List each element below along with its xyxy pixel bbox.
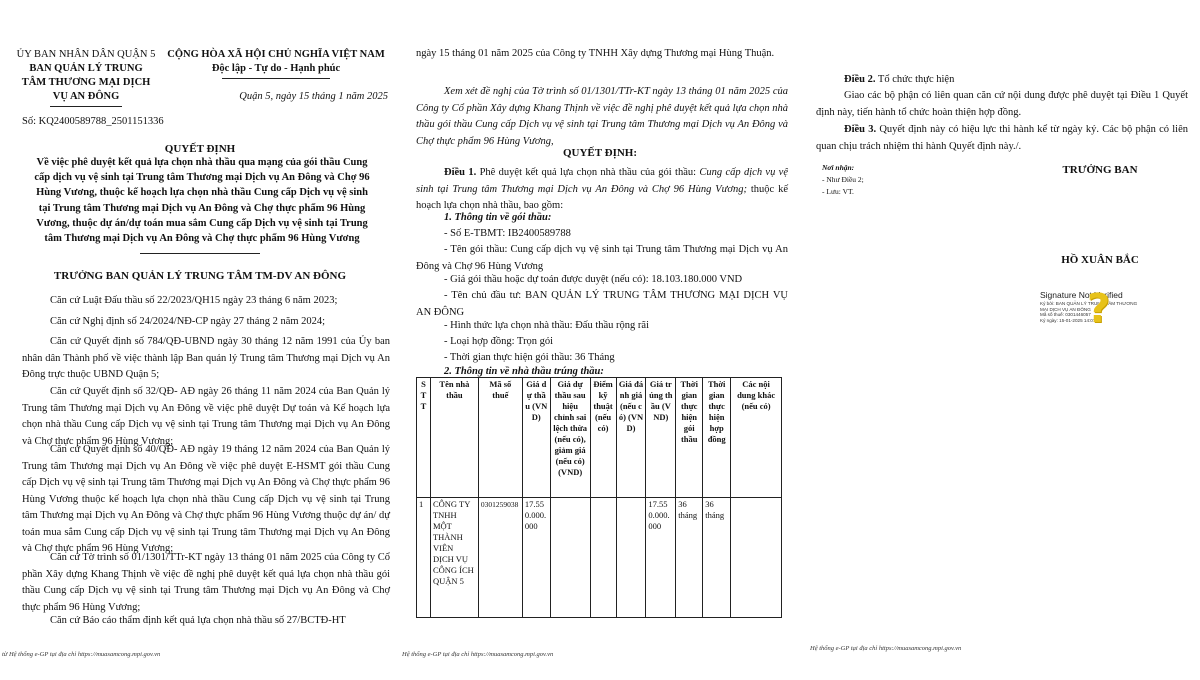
col-header: Giá dự thầu (VND): [522, 378, 550, 498]
col-header: Giá đánh giá (nếu có) (VND): [616, 378, 646, 498]
article-2-label: Điều 2.: [844, 74, 876, 85]
footer-note: từ Hệ thống e-GP tại địa chỉ https://muasamcong.mpi.gov.vn: [2, 651, 161, 658]
table-header-row: [417, 378, 782, 498]
recipient-item: - Như Điều 2;: [822, 175, 864, 184]
package-info-item: - Tên gói thầu: Cung cấp dịch vụ vệ sinh tại Trung tâm Thương mại Dịch vụ An Đông và Chợ 96 Hùng Vương: [416, 244, 788, 272]
issuer-line4: VỤ AN ĐÔNG: [52, 91, 120, 102]
article-3-label: Điều 3.: [844, 124, 877, 135]
page-2: [400, 0, 800, 680]
col-header: Giá dự thầu sau hiệu chỉnh sai lệch thừa (nếu có), giảm giá (nếu có) (VND): [550, 378, 590, 498]
package-info-item: - Số E-TBMT: IB2400589788: [444, 228, 571, 239]
package-info-item: - Tên chủ đầu tư: BAN QUẢN LÝ TRUNG TÂM THƯƠNG MẠI DỊCH VỤ AN ĐÔNG: [416, 290, 788, 318]
section-winner-info: 2. Thông tin về nhà thầu trúng thầu:: [444, 366, 604, 377]
cell-other: [731, 498, 782, 618]
signature-detail: Ký bởi: BAN QUẢN LÝ TRUNG TÂM THƯƠNG: [1040, 301, 1138, 306]
legal-basis: Căn cứ Quyết định số 40/QĐ- AĐ ngày 19 tháng 12 năm 2024 của Ban Quản lý Trung tâm Thương mại Dịch vụ An Đông về việc phê duyệt E-HSMT gói thầu Cung cấp Dịch vụ vệ sinh tại Trung tâm Thương mại Dịch vụ An Đông và Chợ thực phẩm 96 Hùng Vương thuộc kế hoạch lựa chọn nhà thầu Cung cấp Dịch vụ vệ sinh tại Trung tâm Thương mại Dịch vụ An Đông và Chợ thực phẩm 96 Hùng Vương thuộc dự án/ dự toán mua sắm Cung cấp Dịch vụ vệ sinh tại Trung tâm Thương mại Dịch vụ An Đông và Chợ thực phẩm 96 Hùng Vương;: [22, 444, 390, 554]
article-1: [416, 165, 788, 215]
legal-basis: Căn cứ Tờ trình số 01/1301/TTr-KT ngày 13 tháng 01 năm 2025 của Công ty Cổ phần Xây dựng Khang Thịnh về việc đề nghị phê duyệt kết quả lựa chọn nhà thầu gói thầu Cung cấp Dịch vụ vệ sinh tại Trung tâm Thương mại Dịch vụ An Đông và Chợ thực phẩm 96 Hùng Vương;: [22, 552, 390, 613]
signer-title: TRƯỞNG BAN: [1062, 164, 1138, 176]
article-1-label: Điều 1.: [444, 167, 477, 178]
signature-detail: MẠI DỊCH VỤ AN ĐÔNG: [1040, 306, 1091, 312]
national-motto: Độc lập - Tự do - Hạnh phúc: [211, 63, 341, 74]
subject-line: tại Trung tâm Thương mại Dịch vụ An Đông và Chợ thực phẩm 96 Hùng: [38, 202, 366, 214]
col-header: Mã số thuế: [478, 378, 522, 498]
issuer-rule: [50, 106, 122, 107]
subject-line: Về việc phê duyệt kết quả lựa chọn nhà thầu qua mạng của gói thầu Cung: [36, 157, 368, 168]
recipient-item: - Lưu: VT.: [822, 187, 854, 196]
signer-name: HỒ XUÂN BẮC: [1061, 254, 1139, 266]
article-3-text: Quyết định này có hiệu lực thi hành kể từ ngày ký. Các bộ phận có liên quan chịu trách nhiệm thi hành Quyết định này./.: [816, 124, 1188, 152]
cell-contractor: CÔNG TY TNHH MỘT THÀNH VIÊN DỊCH VỤ CÔNG ÍCH QUẬN 5: [430, 498, 478, 618]
col-header: Thời gian thực hiện gói thầu: [676, 378, 703, 498]
page-3: [800, 0, 1200, 680]
col-header: Tên nhà thầu: [430, 378, 478, 498]
page-1: [0, 0, 400, 680]
recipients-block: [822, 162, 962, 198]
footer-note: Hệ thống e-GP tại địa chỉ https://muasamcong.mpi.gov.vn: [810, 645, 962, 652]
subject-line: Hùng Vương, thuộc kế hoạch lựa chọn nhà thầu Cung cấp Dịch vụ vệ sinh: [36, 187, 368, 199]
package-info-item: - Giá gói thầu hoặc dự toán được duyệt (nếu có): 18.103.180.000 VND: [444, 274, 743, 285]
article-1-text: Phê duyệt kết quả lựa chọn nhà thầu của gói thầu:: [476, 167, 700, 178]
legal-basis: Căn cứ Luật Đấu thầu số 22/2023/QH15 ngày 23 tháng 6 năm 2023;: [50, 295, 338, 306]
cell-adjusted-price: [550, 498, 590, 618]
basis-continuation: ngày 15 tháng 01 năm 2025 của Công ty TNHH Xây dựng Thương mại Hùng Thuận.: [416, 48, 775, 59]
col-header: Các nội dung khác (nếu có): [731, 378, 782, 498]
cell-bid-price: 17.550.000.000: [522, 498, 550, 618]
subject-line: tâm Thương mại Dịch vụ An Đông và Chợ thực phẩm 96 Hùng Vương: [44, 233, 360, 245]
issuer-block: [10, 48, 162, 104]
package-info-item: - Hình thức lựa chọn nhà thầu: Đấu thầu rộng rãi: [444, 320, 649, 331]
national-title: CỘNG HÒA XÃ HỘI CHỦ NGHĨA VIỆT NAM: [167, 49, 385, 60]
legal-basis: Căn cứ Báo cáo thẩm định kết quả lựa chọn nhà thầu số 27/BCTĐ-HT: [50, 615, 346, 626]
article-3: [816, 122, 1188, 155]
signature-unverified-icon: ?: [1087, 286, 1111, 332]
article-1-tail: thuộc kế hoạch lựa chọn nhà thầu, bao gồm:: [416, 183, 788, 211]
winner-table: [416, 377, 782, 618]
issuer-line1: ỦY BAN NHÂN DÂN QUẬN 5: [16, 49, 156, 60]
footer-note: Hệ thống e-GP tại địa chỉ https://muasamcong.mpi.gov.vn: [402, 651, 554, 658]
legal-basis: Căn cứ Nghị định số 24/2024/NĐ-CP ngày 27 tháng 2 năm 2024;: [50, 316, 326, 327]
recipients-title: Nơi nhận:: [822, 163, 855, 172]
legal-basis: Căn cứ Quyết định số 784/QĐ-UBND ngày 30 tháng 12 năm 1991 của Ủy ban nhân dân Thành phố về việc thành lập Ban quản lý Trung tâm Thương mại Dịch vụ An Đông trực thuộc UBND Quận 5;: [22, 336, 390, 380]
consideration: Xem xét đề nghị của Tờ trình số 01/1301/TTr-KT ngày 13 tháng 01 năm 2025 của Công ty Cổ phần Xây dựng Khang Thịnh về việc đề nghị phê duyệt kết quả lựa chọn nhà thầu gói thầu Cung cấp Dịch vụ vệ sinh tại Trung tâm Thương mại Dịch vụ An Đông và Chợ thực phẩm 96 Hùng Vương,: [416, 86, 788, 147]
table-row: [417, 498, 782, 618]
col-header: Thời gian thực hiện hợp đồng: [703, 378, 731, 498]
article-1-package: Cung cấp dịch vụ vệ sinh tại Trung tâm Thương mại Dịch vụ An Đông và Chợ 96 Hùng Vương;: [416, 167, 789, 195]
decision-title: QUYẾT ĐỊNH: [164, 143, 236, 155]
issue-date: Quận 5, ngày 15 tháng 1 năm 2025: [239, 91, 388, 102]
subject-line: cấp dịch vụ vệ sinh tại Trung tâm Thương mại Dịch vụ An Đông và Chợ 96: [34, 172, 370, 184]
cell-tech-score: [590, 498, 616, 618]
section-package-info: 1. Thông tin về gói thầu:: [444, 212, 552, 223]
article-2-text: Giao các bộ phận có liên quan căn cứ nội dung được phê duyệt tại Điều 1 Quyết định này, tiến hành tổ chức hoàn thiện hợp đồng.: [816, 90, 1188, 118]
decision-subject: [14, 155, 390, 246]
package-info-item: - Thời gian thực hiện gói thầu: 36 Tháng: [444, 352, 615, 363]
cell-winning-price: 17.550.000.000: [646, 498, 676, 618]
cell-stt: 1: [417, 498, 431, 618]
authority-title: TRƯỞNG BAN QUẢN LÝ TRUNG TÂM TM-DV AN ĐÔNG: [53, 270, 347, 282]
article-2-title: Tổ chức thực hiện: [875, 74, 955, 85]
issuer-line3: TÂM THƯƠNG MẠI DỊCH: [21, 77, 151, 88]
motto-rule: [222, 78, 330, 79]
issuer-line2: BAN QUẢN LÝ TRUNG: [29, 63, 143, 74]
col-header: Điểm kỹ thuật (nếu có): [590, 378, 616, 498]
package-info-item: - Loại hợp đồng: Trọn gói: [444, 336, 554, 347]
article-2-heading: [816, 72, 1188, 89]
col-header: STT: [417, 378, 431, 498]
signature-detail: Mã số thuế: 0301446057: [1040, 312, 1091, 318]
col-header: Giá trúng thầu (VND): [646, 378, 676, 498]
signature-detail: Ký ngày: 15-01-2025 14:07:34: [1040, 317, 1102, 323]
cell-tax-code: 0301259038: [478, 498, 522, 618]
signature-status: Signature Not Verified: [1040, 290, 1123, 300]
cell-eval-price: [616, 498, 646, 618]
national-header: [160, 48, 392, 76]
decide-heading: QUYẾT ĐỊNH:: [562, 147, 638, 159]
subject-rule: [140, 253, 260, 254]
doc-number: Số: KQ2400589788_2501151336: [22, 116, 164, 127]
cell-contract-duration: 36 tháng: [703, 498, 731, 618]
legal-basis: Căn cứ Quyết định số 32/QĐ- AĐ ngày 26 tháng 11 năm 2024 của Ban Quản lý Trung tâm Thương mại Dịch vụ An Đông về việc phê duyệt Dự toán và Kế hoạch lựa chọn nhà thầu Cung cấp Dịch vụ vệ sinh tại Trung tâm Thương mại Dịch vụ An Đông và Chợ thực phẩm 96 Hùng Vương;: [22, 386, 390, 447]
cell-package-duration: 36 tháng: [676, 498, 703, 618]
subject-line: Vương, thuộc dự án/dự toán mua sắm Cung cấp Dịch vụ vệ sinh tại Trung: [36, 217, 368, 229]
